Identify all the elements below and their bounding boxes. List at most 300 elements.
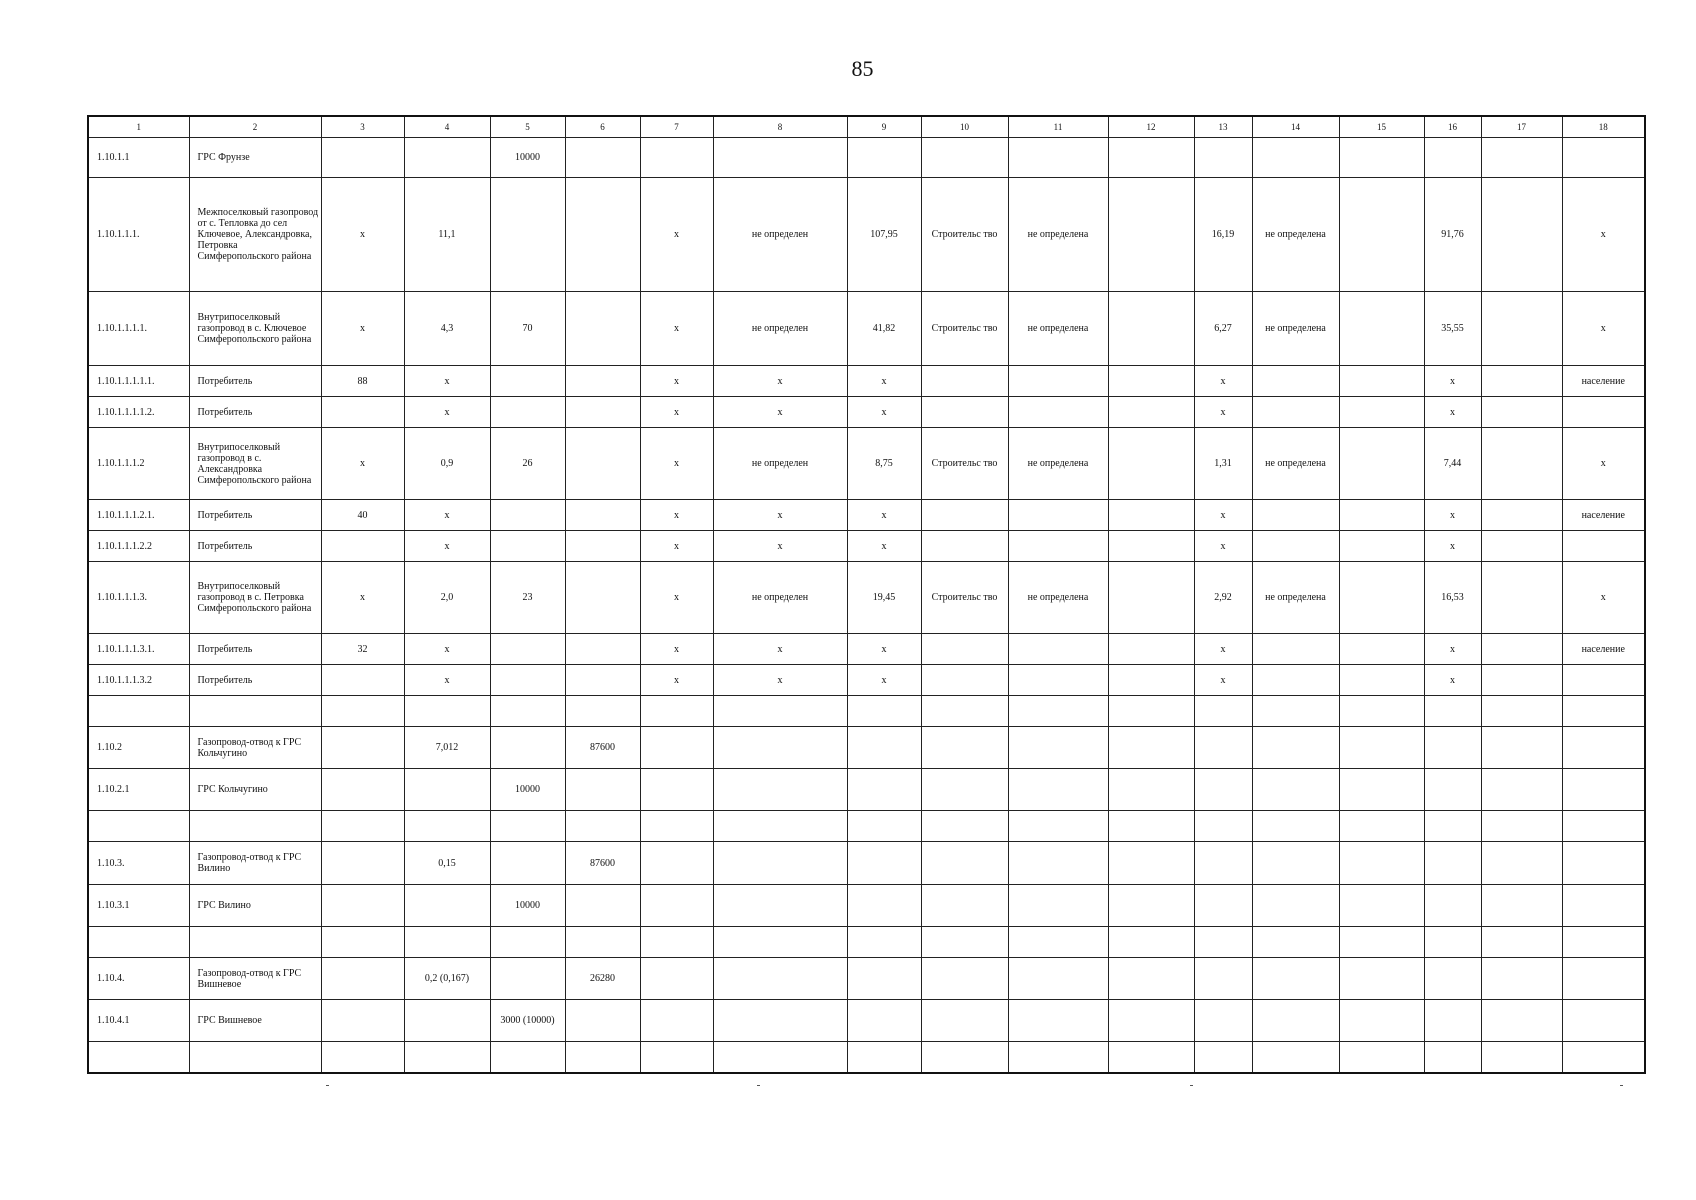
table-cell-col-17 bbox=[1481, 397, 1562, 428]
table-cell-col-5 bbox=[490, 927, 565, 958]
table-cell-col-16: x bbox=[1424, 397, 1481, 428]
table-cell-col-12 bbox=[1108, 665, 1194, 696]
table-cell-col-10 bbox=[921, 811, 1008, 842]
table-cell-col-7: x bbox=[640, 562, 713, 634]
table-cell-col-8 bbox=[713, 1042, 847, 1073]
table-cell-col-1: 1.10.1.1.1.3.1. bbox=[88, 634, 189, 665]
table-row bbox=[88, 500, 1645, 531]
table-cell-col-5 bbox=[490, 366, 565, 397]
table-cell-col-8 bbox=[713, 1000, 847, 1042]
table-cell-col-11 bbox=[1008, 842, 1108, 885]
table-cell-col-4: 0,2 (0,167) bbox=[404, 958, 490, 1000]
table-cell-col-4: 2,0 bbox=[404, 562, 490, 634]
table-cell-col-16: x bbox=[1424, 500, 1481, 531]
table-cell-col-17 bbox=[1481, 665, 1562, 696]
table-cell-col-8 bbox=[713, 958, 847, 1000]
table-cell-col-6 bbox=[565, 927, 640, 958]
table-cell-col-5 bbox=[490, 811, 565, 842]
table-cell-col-9 bbox=[847, 927, 921, 958]
table-cell-col-3 bbox=[321, 885, 404, 927]
table-cell-col-7 bbox=[640, 138, 713, 178]
table-cell-col-2: Потребитель bbox=[189, 397, 321, 428]
table-cell-col-4: x bbox=[404, 531, 490, 562]
table-cell-col-6 bbox=[565, 885, 640, 927]
table-cell-col-4: 4,3 bbox=[404, 292, 490, 366]
table-cell-col-4 bbox=[404, 696, 490, 727]
table-cell-col-16: x bbox=[1424, 665, 1481, 696]
column-header-7: 7 bbox=[640, 116, 713, 138]
table-cell-col-2 bbox=[189, 811, 321, 842]
table-cell-col-1 bbox=[88, 811, 189, 842]
table-cell-col-12 bbox=[1108, 885, 1194, 927]
table-cell-col-8 bbox=[713, 885, 847, 927]
table-cell-col-10 bbox=[921, 769, 1008, 811]
table-cell-col-14 bbox=[1252, 727, 1339, 769]
table-cell-col-4: x bbox=[404, 366, 490, 397]
table-header-row bbox=[88, 116, 1645, 138]
table-cell-col-14 bbox=[1252, 397, 1339, 428]
table-cell-col-11 bbox=[1008, 665, 1108, 696]
table-cell-col-6 bbox=[565, 178, 640, 292]
table-cell-col-9: 107,95 bbox=[847, 178, 921, 292]
table-cell-col-8: не определен bbox=[713, 292, 847, 366]
table-cell-col-1: 1.10.1.1.1.1.2. bbox=[88, 397, 189, 428]
table-cell-col-3 bbox=[321, 842, 404, 885]
table-cell-col-10 bbox=[921, 138, 1008, 178]
table-body bbox=[88, 116, 1645, 1073]
table-cell-col-5: 26 bbox=[490, 428, 565, 500]
table-cell-col-1: 1.10.1.1.1. bbox=[88, 178, 189, 292]
table-cell-col-14: не определена bbox=[1252, 562, 1339, 634]
table-cell-col-8: не определен bbox=[713, 562, 847, 634]
table-cell-col-11 bbox=[1008, 500, 1108, 531]
table-cell-col-17 bbox=[1481, 428, 1562, 500]
table-cell-col-15 bbox=[1339, 885, 1424, 927]
table-cell-col-10 bbox=[921, 885, 1008, 927]
table-cell-col-2: ГРС Вишневое bbox=[189, 1000, 321, 1042]
table-cell-col-13: x bbox=[1194, 397, 1252, 428]
table-cell-col-13 bbox=[1194, 138, 1252, 178]
table-cell-col-13 bbox=[1194, 727, 1252, 769]
table-cell-col-10 bbox=[921, 366, 1008, 397]
table-cell-col-13 bbox=[1194, 927, 1252, 958]
table-cell-col-15 bbox=[1339, 696, 1424, 727]
table-cell-col-1: 1.10.1.1.1.2.2 bbox=[88, 531, 189, 562]
table-cell-col-2: Внутрипоселковый газопровод в с. Ключевое Симферопольского района bbox=[189, 292, 321, 366]
table-cell-col-10 bbox=[921, 634, 1008, 665]
table-cell-col-14 bbox=[1252, 531, 1339, 562]
table-cell-col-14 bbox=[1252, 366, 1339, 397]
table-cell-col-14: не определена bbox=[1252, 428, 1339, 500]
table-cell-col-7 bbox=[640, 1042, 713, 1073]
table-cell-col-16 bbox=[1424, 138, 1481, 178]
table-cell-col-9 bbox=[847, 811, 921, 842]
table-cell-col-2: Потребитель bbox=[189, 531, 321, 562]
table-cell-col-2: ГРС Фрунзе bbox=[189, 138, 321, 178]
column-header-17: 17 bbox=[1481, 116, 1562, 138]
table-cell-col-16 bbox=[1424, 696, 1481, 727]
table-cell-col-18 bbox=[1562, 727, 1645, 769]
table-cell-col-8 bbox=[713, 769, 847, 811]
table-row bbox=[88, 366, 1645, 397]
table-row bbox=[88, 842, 1645, 885]
table-cell-col-15 bbox=[1339, 178, 1424, 292]
table-cell-col-17 bbox=[1481, 769, 1562, 811]
table-cell-col-18 bbox=[1562, 811, 1645, 842]
table-cell-col-17 bbox=[1481, 178, 1562, 292]
table-cell-col-3: x bbox=[321, 562, 404, 634]
table-cell-col-9 bbox=[847, 769, 921, 811]
table-cell-col-13: x bbox=[1194, 531, 1252, 562]
table-cell-col-2 bbox=[189, 927, 321, 958]
table-cell-col-7: x bbox=[640, 665, 713, 696]
table-cell-col-18 bbox=[1562, 665, 1645, 696]
table-cell-col-12 bbox=[1108, 531, 1194, 562]
table-cell-col-4: x bbox=[404, 397, 490, 428]
table-cell-col-9 bbox=[847, 958, 921, 1000]
table-cell-col-3 bbox=[321, 1042, 404, 1073]
table-cell-col-5 bbox=[490, 842, 565, 885]
column-header-6: 6 bbox=[565, 116, 640, 138]
column-header-9: 9 bbox=[847, 116, 921, 138]
table-cell-col-3 bbox=[321, 769, 404, 811]
table-cell-col-2: Газопровод-отвод к ГРС Кольчугино bbox=[189, 727, 321, 769]
table-cell-col-7: x bbox=[640, 531, 713, 562]
table-cell-col-10 bbox=[921, 1000, 1008, 1042]
table-cell-col-16 bbox=[1424, 727, 1481, 769]
table-cell-col-4 bbox=[404, 769, 490, 811]
table-cell-col-15 bbox=[1339, 1042, 1424, 1073]
table-cell-col-6 bbox=[565, 397, 640, 428]
table-cell-col-8 bbox=[713, 696, 847, 727]
table-cell-col-6 bbox=[565, 531, 640, 562]
table-cell-col-15 bbox=[1339, 665, 1424, 696]
table-cell-col-16 bbox=[1424, 1000, 1481, 1042]
table-row bbox=[88, 727, 1645, 769]
table-cell-col-5: 10000 bbox=[490, 138, 565, 178]
table-cell-col-3: 40 bbox=[321, 500, 404, 531]
table-cell-col-10 bbox=[921, 531, 1008, 562]
table-cell-col-2 bbox=[189, 1042, 321, 1073]
table-cell-col-1: 1.10.2.1 bbox=[88, 769, 189, 811]
table-cell-col-9 bbox=[847, 842, 921, 885]
table-cell-col-8: x bbox=[713, 634, 847, 665]
table-cell-col-10 bbox=[921, 927, 1008, 958]
table-cell-col-4 bbox=[404, 811, 490, 842]
table-row bbox=[88, 811, 1645, 842]
table-cell-col-3 bbox=[321, 138, 404, 178]
table-cell-col-9: x bbox=[847, 366, 921, 397]
table-cell-col-3 bbox=[321, 927, 404, 958]
table-cell-col-13: x bbox=[1194, 500, 1252, 531]
table-cell-col-3 bbox=[321, 397, 404, 428]
table-cell-col-13 bbox=[1194, 769, 1252, 811]
table-row bbox=[88, 428, 1645, 500]
column-header-1: 1 bbox=[88, 116, 189, 138]
table-cell-col-8 bbox=[713, 138, 847, 178]
table-cell-col-11: не определена bbox=[1008, 292, 1108, 366]
table-cell-col-18: население bbox=[1562, 500, 1645, 531]
table-cell-col-4: 7,012 bbox=[404, 727, 490, 769]
table-cell-col-12 bbox=[1108, 428, 1194, 500]
table-cell-col-12 bbox=[1108, 562, 1194, 634]
table-cell-col-9 bbox=[847, 138, 921, 178]
table-cell-col-9 bbox=[847, 727, 921, 769]
table-cell-col-18 bbox=[1562, 842, 1645, 885]
table-cell-col-8 bbox=[713, 811, 847, 842]
table-cell-col-12 bbox=[1108, 958, 1194, 1000]
table-cell-col-14 bbox=[1252, 1000, 1339, 1042]
table-cell-col-14 bbox=[1252, 958, 1339, 1000]
table-cell-col-8: x bbox=[713, 500, 847, 531]
table-cell-col-16: x bbox=[1424, 634, 1481, 665]
table-cell-col-14: не определена bbox=[1252, 292, 1339, 366]
table-cell-col-9: x bbox=[847, 634, 921, 665]
table-cell-col-1: 1.10.1.1.1.2.1. bbox=[88, 500, 189, 531]
table-cell-col-9: x bbox=[847, 665, 921, 696]
table-cell-col-6 bbox=[565, 811, 640, 842]
table-cell-col-16 bbox=[1424, 927, 1481, 958]
table-cell-col-11 bbox=[1008, 885, 1108, 927]
table-cell-col-13: 2,92 bbox=[1194, 562, 1252, 634]
table-cell-col-1: 1.10.1.1.1.3. bbox=[88, 562, 189, 634]
table-cell-col-13: x bbox=[1194, 634, 1252, 665]
data-table bbox=[87, 115, 1646, 1074]
table-cell-col-8: не определен bbox=[713, 428, 847, 500]
table-cell-col-16: x bbox=[1424, 366, 1481, 397]
table-cell-col-12 bbox=[1108, 696, 1194, 727]
table-cell-col-6 bbox=[565, 292, 640, 366]
table-cell-col-13 bbox=[1194, 958, 1252, 1000]
table-cell-col-12 bbox=[1108, 1042, 1194, 1073]
table-cell-col-17 bbox=[1481, 696, 1562, 727]
table-row bbox=[88, 885, 1645, 927]
table-cell-col-10: Строительс тво bbox=[921, 292, 1008, 366]
table-cell-col-18: x bbox=[1562, 428, 1645, 500]
table-cell-col-6 bbox=[565, 500, 640, 531]
table-cell-col-5: 3000 (10000) bbox=[490, 1000, 565, 1042]
table-cell-col-5 bbox=[490, 178, 565, 292]
table-cell-col-1: 1.10.3. bbox=[88, 842, 189, 885]
table-cell-col-7 bbox=[640, 927, 713, 958]
table-cell-col-3: x bbox=[321, 292, 404, 366]
table-cell-col-2: Газопровод-отвод к ГРС Вилино bbox=[189, 842, 321, 885]
table-cell-col-8 bbox=[713, 727, 847, 769]
table-cell-col-14 bbox=[1252, 665, 1339, 696]
table-cell-col-13 bbox=[1194, 842, 1252, 885]
table-cell-col-17 bbox=[1481, 1000, 1562, 1042]
table-cell-col-1: 1.10.1.1.1.2 bbox=[88, 428, 189, 500]
table-cell-col-1: 1.10.1.1.1.3.2 bbox=[88, 665, 189, 696]
table-cell-col-14 bbox=[1252, 885, 1339, 927]
table-cell-col-2: Потребитель bbox=[189, 500, 321, 531]
column-header-12: 12 bbox=[1108, 116, 1194, 138]
table-cell-col-15 bbox=[1339, 500, 1424, 531]
table-cell-col-4 bbox=[404, 927, 490, 958]
table-cell-col-17 bbox=[1481, 842, 1562, 885]
column-header-14: 14 bbox=[1252, 116, 1339, 138]
table-cell-col-9 bbox=[847, 1042, 921, 1073]
table-cell-col-7 bbox=[640, 885, 713, 927]
table-cell-col-10 bbox=[921, 665, 1008, 696]
table-cell-col-15 bbox=[1339, 958, 1424, 1000]
column-header-18: 18 bbox=[1562, 116, 1645, 138]
table-cell-col-3: 88 bbox=[321, 366, 404, 397]
table-row bbox=[88, 138, 1645, 178]
table-cell-col-14 bbox=[1252, 811, 1339, 842]
table-cell-col-2: Внутрипоселковый газопровод в с. Александровка Симферопольского района bbox=[189, 428, 321, 500]
table-row bbox=[88, 769, 1645, 811]
table-cell-col-9: x bbox=[847, 531, 921, 562]
table-cell-col-4 bbox=[404, 138, 490, 178]
table-cell-col-14 bbox=[1252, 138, 1339, 178]
table-cell-col-5 bbox=[490, 531, 565, 562]
table-cell-col-17 bbox=[1481, 811, 1562, 842]
margin-mark bbox=[1620, 1085, 1623, 1086]
table-cell-col-7: x bbox=[640, 500, 713, 531]
table-cell-col-17 bbox=[1481, 531, 1562, 562]
table-cell-col-17 bbox=[1481, 634, 1562, 665]
table-cell-col-11 bbox=[1008, 696, 1108, 727]
table-cell-col-17 bbox=[1481, 562, 1562, 634]
table-cell-col-1: 1.10.4. bbox=[88, 958, 189, 1000]
table-cell-col-3: 32 bbox=[321, 634, 404, 665]
table-cell-col-14 bbox=[1252, 842, 1339, 885]
table-cell-col-5 bbox=[490, 1042, 565, 1073]
table-row bbox=[88, 1042, 1645, 1073]
table-cell-col-12 bbox=[1108, 927, 1194, 958]
table-cell-col-7 bbox=[640, 1000, 713, 1042]
table-cell-col-11 bbox=[1008, 397, 1108, 428]
table-cell-col-18 bbox=[1562, 958, 1645, 1000]
table-cell-col-2: Газопровод-отвод к ГРС Вишневое bbox=[189, 958, 321, 1000]
table-cell-col-4: 0,9 bbox=[404, 428, 490, 500]
table-cell-col-10 bbox=[921, 1042, 1008, 1073]
table-cell-col-15 bbox=[1339, 531, 1424, 562]
table-cell-col-11 bbox=[1008, 769, 1108, 811]
table-cell-col-10 bbox=[921, 727, 1008, 769]
table-cell-col-14 bbox=[1252, 769, 1339, 811]
table-cell-col-2: Потребитель bbox=[189, 366, 321, 397]
column-header-2: 2 bbox=[189, 116, 321, 138]
table-cell-col-7 bbox=[640, 727, 713, 769]
table-cell-col-11: не определена bbox=[1008, 428, 1108, 500]
table-cell-col-15 bbox=[1339, 727, 1424, 769]
table-cell-col-16: 7,44 bbox=[1424, 428, 1481, 500]
table-cell-col-12 bbox=[1108, 500, 1194, 531]
table-cell-col-8: x bbox=[713, 531, 847, 562]
table-cell-col-18: население bbox=[1562, 366, 1645, 397]
table-cell-col-14 bbox=[1252, 1042, 1339, 1073]
table-cell-col-12 bbox=[1108, 811, 1194, 842]
table-cell-col-9 bbox=[847, 1000, 921, 1042]
table-cell-col-12 bbox=[1108, 634, 1194, 665]
table-cell-col-1 bbox=[88, 927, 189, 958]
table-cell-col-8: x bbox=[713, 665, 847, 696]
table-cell-col-14 bbox=[1252, 500, 1339, 531]
table-cell-col-12 bbox=[1108, 178, 1194, 292]
table-cell-col-16 bbox=[1424, 1042, 1481, 1073]
column-header-5: 5 bbox=[490, 116, 565, 138]
table-cell-col-14 bbox=[1252, 696, 1339, 727]
table-cell-col-3 bbox=[321, 811, 404, 842]
table-row bbox=[88, 927, 1645, 958]
table-cell-col-9: x bbox=[847, 397, 921, 428]
table-cell-col-16: 35,55 bbox=[1424, 292, 1481, 366]
table-cell-col-5: 23 bbox=[490, 562, 565, 634]
table-cell-col-13 bbox=[1194, 885, 1252, 927]
column-header-13: 13 bbox=[1194, 116, 1252, 138]
table-cell-col-8: не определен bbox=[713, 178, 847, 292]
table-cell-col-6 bbox=[565, 562, 640, 634]
table-cell-col-6: 26280 bbox=[565, 958, 640, 1000]
table-cell-col-13 bbox=[1194, 696, 1252, 727]
table-row bbox=[88, 665, 1645, 696]
table-cell-col-13 bbox=[1194, 811, 1252, 842]
table-cell-col-15 bbox=[1339, 842, 1424, 885]
table-cell-col-18 bbox=[1562, 531, 1645, 562]
table-cell-col-11 bbox=[1008, 366, 1108, 397]
table-cell-col-5: 10000 bbox=[490, 885, 565, 927]
table-cell-col-7 bbox=[640, 696, 713, 727]
table-cell-col-2: ГРС Вилино bbox=[189, 885, 321, 927]
table-cell-col-6: 87600 bbox=[565, 727, 640, 769]
table-cell-col-17 bbox=[1481, 958, 1562, 1000]
table-cell-col-5: 70 bbox=[490, 292, 565, 366]
table-cell-col-13: 16,19 bbox=[1194, 178, 1252, 292]
table-cell-col-15 bbox=[1339, 927, 1424, 958]
table-cell-col-10: Строительс тво bbox=[921, 428, 1008, 500]
table-cell-col-10 bbox=[921, 500, 1008, 531]
table-cell-col-5: 10000 bbox=[490, 769, 565, 811]
table-cell-col-18 bbox=[1562, 1042, 1645, 1073]
table-cell-col-18 bbox=[1562, 696, 1645, 727]
table-cell-col-1 bbox=[88, 696, 189, 727]
table-cell-col-17 bbox=[1481, 885, 1562, 927]
table-cell-col-16 bbox=[1424, 842, 1481, 885]
table-cell-col-11 bbox=[1008, 958, 1108, 1000]
table-cell-col-15 bbox=[1339, 397, 1424, 428]
table-cell-col-2: Внутрипоселковый газопровод в с. Петровка Симферопольского района bbox=[189, 562, 321, 634]
table-cell-col-18 bbox=[1562, 927, 1645, 958]
table-cell-col-13: 6,27 bbox=[1194, 292, 1252, 366]
table-cell-col-6 bbox=[565, 769, 640, 811]
table-cell-col-4 bbox=[404, 1042, 490, 1073]
table-cell-col-11 bbox=[1008, 727, 1108, 769]
table-cell-col-17 bbox=[1481, 292, 1562, 366]
table-cell-col-3 bbox=[321, 958, 404, 1000]
column-header-4: 4 bbox=[404, 116, 490, 138]
table-cell-col-16: x bbox=[1424, 531, 1481, 562]
table-cell-col-8 bbox=[713, 927, 847, 958]
table-cell-col-7: x bbox=[640, 428, 713, 500]
table-cell-col-5 bbox=[490, 634, 565, 665]
table-cell-col-4 bbox=[404, 885, 490, 927]
table-cell-col-8: x bbox=[713, 366, 847, 397]
table-cell-col-4: 0,15 bbox=[404, 842, 490, 885]
table-cell-col-12 bbox=[1108, 1000, 1194, 1042]
table-cell-col-5 bbox=[490, 665, 565, 696]
table-cell-col-1: 1.10.1.1 bbox=[88, 138, 189, 178]
margin-mark bbox=[757, 1085, 760, 1086]
table-cell-col-17 bbox=[1481, 1042, 1562, 1073]
table-cell-col-11 bbox=[1008, 1000, 1108, 1042]
table-cell-col-4: x bbox=[404, 500, 490, 531]
table-cell-col-4: 11,1 bbox=[404, 178, 490, 292]
table-cell-col-7: x bbox=[640, 366, 713, 397]
table-cell-col-16: 91,76 bbox=[1424, 178, 1481, 292]
table-cell-col-6: 87600 bbox=[565, 842, 640, 885]
